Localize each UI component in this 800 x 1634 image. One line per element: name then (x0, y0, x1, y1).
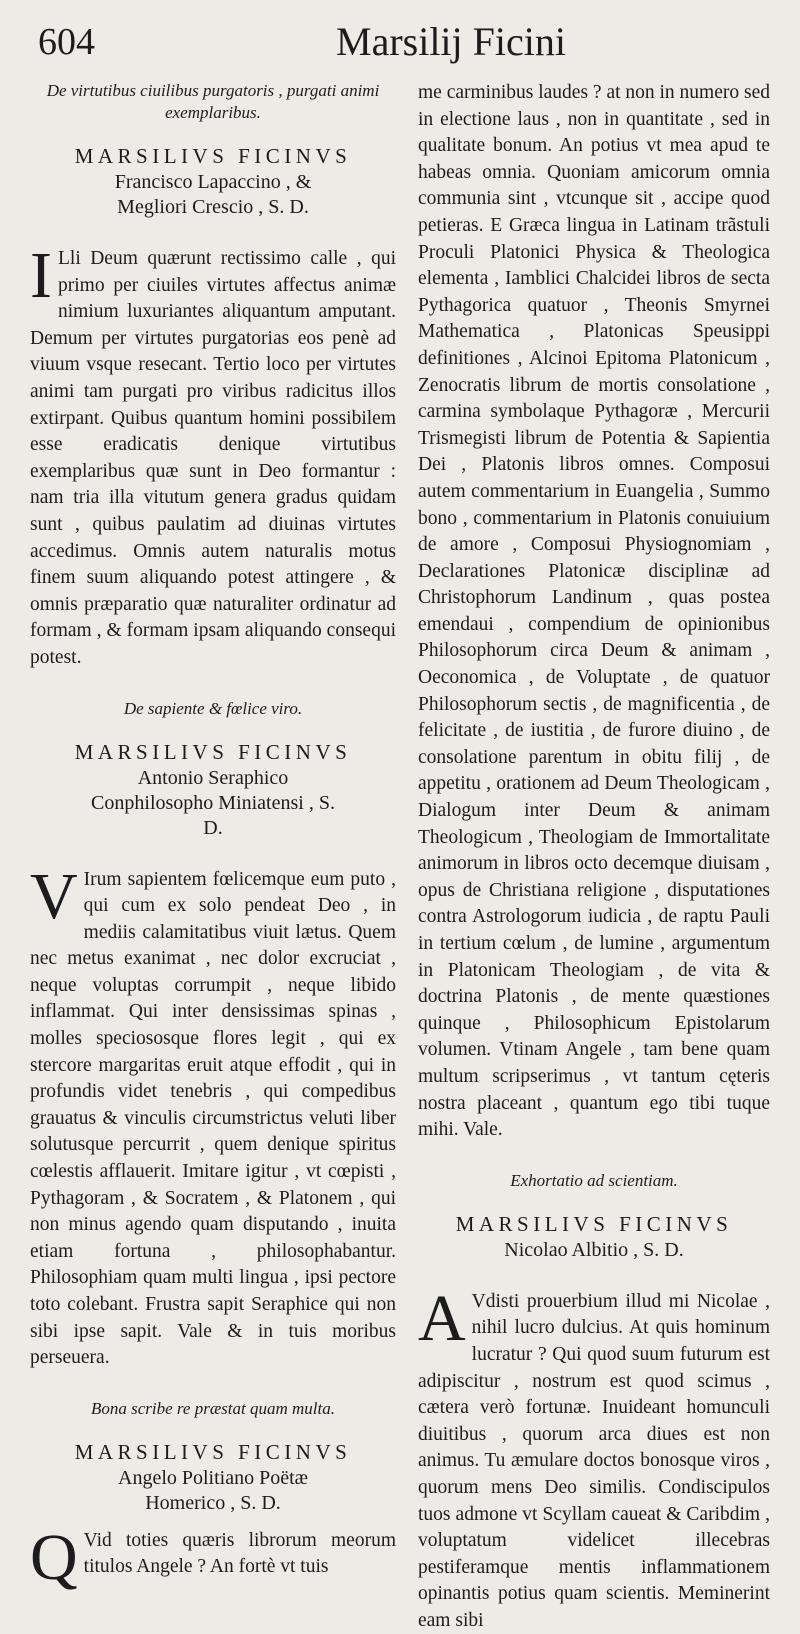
letter-title: De sapiente & fœlice viro. (123, 698, 303, 718)
running-head: Marsilij Ficini (336, 19, 566, 64)
letter-text: Vdisti prouerbium illud mi Nicolae , nihil lucro dulcius. At quis hominum lucratur ? Qui quod suum futurum est adipiscitur , nostrum est quod scimus , cætera verò fortunæ. Inuideant homunculi diuitibus , quorum arca diues est non animus. Tu æmulare doctos bonosque viros , quorum mens Deo similis. Condiscipulos tuos admone vt Scyllam caueat & Caribdim , voluptatum videlicet illecebras pestiferamque mentis inflammationem opinantis potius quam scientis. Meminerint eam sibi (418, 1290, 770, 1631)
letter-author: MARSILIVS FICINVS (455, 1211, 733, 1236)
letter-addressee: Nicolao Albitio , S. D. (504, 1238, 684, 1261)
drop-cap: I (30, 239, 52, 312)
left-column (30, 80, 396, 1594)
letter-body (418, 1281, 770, 1634)
right-column (418, 80, 770, 1634)
letter-addressee: Antonio Seraphico Conphilosopho Miniatensi , S. D. (91, 766, 335, 839)
letter-title: Exhortatio ad scientiam. (510, 1170, 678, 1190)
drop-cap: A (418, 1281, 466, 1355)
letter-author: MARSILIVS FICINVS (74, 144, 352, 168)
letter-text: Vid toties quæris librorum meorum titulos Angele ? An fortè vt tuis (83, 1529, 396, 1578)
letter-body (30, 859, 396, 1372)
page-number: 604 (38, 21, 95, 63)
drop-cap: Q (30, 1520, 78, 1594)
letter-body (30, 239, 396, 672)
letter-addressee: Angelo Politiano Poëtæ Homerico , S. D. (118, 1466, 308, 1514)
drop-cap: V (30, 859, 78, 933)
letter-author: MARSILIVS FICINVS (74, 1439, 352, 1464)
letter-text: Irum sapientem fœlicemque eum puto , qui cum ex solo pendeat Deo , in mediis calamitatibus viuit lætus. Quem nec metus exanimat , nec dolor excruciat , neque voluptas corrumpit , neque libido inflammat. Qui inter densissimas spinas , molles speciososque flores legit , qui ex stercore margaritas eruit atque effodit , qui in profundis videt tenebris , qui compedibus grauatus & vinculis circumstrictus veluti liber solutusque percurrit , quem denique spiritus cœlestis afflauerit. Imitare igitur , vt cœpisti , Pythagoram , & Socratem , & Platonem , qui non minus agendo quam disputando , inuita etiam fortuna , philosophabantur. Philosophiam quam multi lingua , ipsi pectore toto colebant. Frustra sapit Seraphice qui non sibi ipse sapit. Vale & in tuis moribus perseuera. (30, 868, 396, 1369)
letter-title: Bona scribe re præstat quam multa. (91, 1398, 335, 1418)
letter-title: De virtutibus ciuilibus purgatoris , purgati animi exemplaribus. (46, 81, 380, 122)
letter-body-continued (418, 80, 770, 1144)
letter-author: MARSILIVS FICINVS (74, 739, 352, 764)
letter-addressee: Francisco Lapaccino , & Megliori Crescio , S. D. (114, 171, 312, 218)
letter-body (30, 1520, 396, 1594)
letter-text: me carminibus laudes ? at non in numero sed in electione laus , non in quantitate , sed in qualitate bonum. An potius vt mea apud te habeas omnia. Quoniam amicorum omnia communia sint , vtcunque sit , accipe quod petieras. E Græca lingua in Latinam trãstuli Proculi Platonici Physica & Theologica elementa , Iamblici Chalcidei libros de secta Pythagorica quatuor , Theonis Smyrnei Mathematica , Platonicas Speusippi definitiones , Alcinoi Epitoma Platonicum , Zenocratis librum de mortis consolatione , carmina symbolaque Pythagoræ , Mercurii Trismegisti librum de Potentia & Sapientia Dei , Platonis libros omnes. Composui autem commentarium in Euangelia , Summo bono , commentarium in Platonis conuiuium de amore , Composui Physiognomiam , Declarationes Platonicæ disciplinæ ad Christophorum Landinum , quas postea emendaui , compendium de opinionibus Philosophorum circa Deum & animam , Oeconomica , de Voluptate , de quatuor Philosophorum sectis , de magnificentia , de felicitate , de iustitia , de furore diuino , de consolatione parentum in obitu filij , de appetitu , orationem ad Deum Theologicam , Dialogum inter Deum & animam Theologicum , Theologiam de Immortalitate animorum in libros octo decemque diuisam , opus de Christiana religione , disputationes contra Astrologorum iudicia , de raptu Pauli in tertium cœlum , de lumine , argumentum in Platonicam Theologiam , de vita & doctrina Platonis , de mente quæstiones quinque , Philosophicum Epistolarum volumen. Vtinam Angele , tam bene quam multum scripserimus , vt tantum cęteris nostra placeant , quantum ego tibi tuque mihi. Vale. (418, 82, 770, 1141)
letter-text: Lli Deum quærunt rectissimo calle , qui primo per ciuiles virtutes affectus animæ nimium luxuriantes aliquantum amputant. Demum per virtutes purgatorias eos penè ad viuum vsque resecant. Tertio loco per virtutes animi tam purgati pro viribus radicitus illos extirpant. Quibus quantum homini possibilem esse eradicatis denique virtutibus exemplaribus quæ sunt in Deo formantur : nam tria illa vitutum genera gradus quidam sunt , quibus paulatim ad diuinas virtutes accedimus. Omnis autem naturalis motus finem suum aliquando potest attingere , & omnis præparatio quæ naturaliter ordinatur ad formam , & formam ipsam aliquando consequi potest. (30, 248, 396, 668)
